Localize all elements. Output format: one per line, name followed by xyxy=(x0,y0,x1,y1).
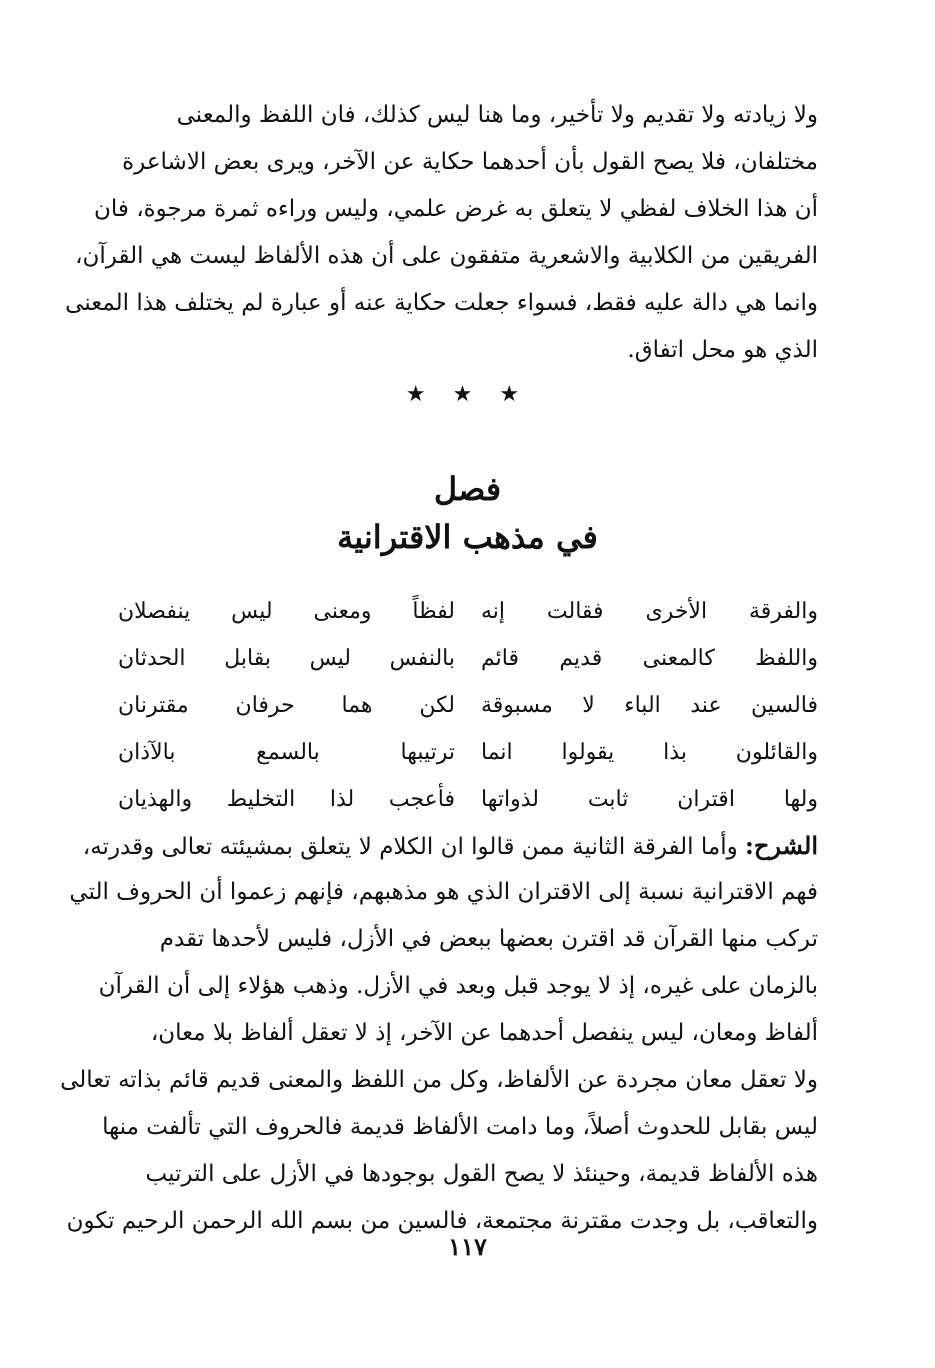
commentary-text: وأما الفرقة الثانية ممن قالوا ان الكلام لا يتعلق بمشيئته تعالى وقدرته، xyxy=(82,834,746,860)
page-number: ١١٧ xyxy=(448,1232,487,1261)
poem-verse xyxy=(118,635,818,682)
text-line: بالزمان على غيره، إذ لا يوجد قبل وبعد في الأزل. وذهب هؤلاء إلى أن القرآن xyxy=(98,973,818,999)
commentary-label: الشرح: xyxy=(745,831,818,860)
text-line: أن هذا الخلاف لفظي لا يتعلق به غرض علمي، وليس وراءه ثمرة مرجوة، فان xyxy=(93,196,818,222)
text-line: الفريقين من الكلابية والاشعرية متفقون على أن هذه الألفاظ ليست هي القرآن، xyxy=(75,243,818,269)
text-line: الذي هو محل اتفاق. xyxy=(627,337,818,363)
verse-second-hemistich: لفظاً ومعنى ليس ينفصلان xyxy=(118,599,455,624)
text-line: تركب منها القرآن قد اقترن بعضها ببعض في الأزل، فليس لأحدها تقدم xyxy=(159,926,818,952)
poem xyxy=(118,588,818,823)
verse-first-hemistich: والفرقة الأخرى فقالت إنه xyxy=(481,599,818,624)
poem-verse xyxy=(118,729,818,776)
text-line: فهم الاقترانية نسبة إلى الاقتران الذي هو مذهبهم، فإنهم زعموا أن الحروف التي xyxy=(69,879,818,905)
text-line: ألفاظ ومعان، ليس ينفصل أحدهما عن الآخر، إذ لا تعقل ألفاظ بلا معان، xyxy=(150,1020,818,1046)
verse-first-hemistich: واللفظ كالمعنى قديم قائم xyxy=(481,646,818,671)
section-title: فصل xyxy=(433,470,502,508)
text-line: هذه الألفاظ قديمة، وحينئذ لا يصح القول بوجودها في الأزل على الترتيب xyxy=(145,1161,818,1187)
verse-second-hemistich: فأعجب لذا التخليط والهذيان xyxy=(118,787,455,812)
text-line: ولا زيادته ولا تقديم ولا تأخير، وما هنا ليس كذلك، فان اللفظ والمعنى xyxy=(176,102,818,128)
verse-second-hemistich: لكن هما حرفان مقترنان xyxy=(118,693,455,718)
verse-first-hemistich: والقائلون بذا يقولوا انما xyxy=(481,740,818,765)
verse-first-hemistich: ولها اقتران ثابت لذواتها xyxy=(481,787,818,812)
section-separator: ★ ★ ★ xyxy=(405,382,530,407)
poem-verse xyxy=(118,588,818,635)
text-line: مختلفان، فلا يصح القول بأن أحدهما حكاية عن الآخر، ويرى بعض الاشاعرة xyxy=(122,149,818,175)
commentary-paragraph xyxy=(60,822,818,1245)
verse-second-hemistich: بالنفس ليس بقابل الحدثان xyxy=(118,646,455,671)
verse-second-hemistich: ترتيبها بالسمع بالآذان xyxy=(118,740,455,765)
text-line: والتعاقب، بل وجدت مقترنة مجتمعة، فالسين من بسم الله الرحمن الرحيم تكون xyxy=(66,1208,818,1234)
text-line: وانما هي دالة عليه فقط، فسواء جعلت حكاية عنه أو عبارة لم يختلف هذا المعنى xyxy=(65,290,818,316)
section-subtitle: في مذهب الاقترانية xyxy=(337,518,598,556)
text-line: ليس بقابل للحدوث أصلاً، وما دامت الألفاظ قديمة فالحروف التي تألفت منها xyxy=(102,1114,818,1140)
text-line xyxy=(82,822,818,869)
paragraph-top xyxy=(65,92,818,374)
poem-verse xyxy=(118,776,818,823)
poem-verse xyxy=(118,682,818,729)
text-line: ولا تعقل معان مجردة عن الألفاظ، وكل من اللفظ والمعنى قديم قائم بذاته تعالى xyxy=(60,1067,818,1093)
verse-first-hemistich: فالسين عند الباء لا مسبوقة xyxy=(481,693,818,718)
